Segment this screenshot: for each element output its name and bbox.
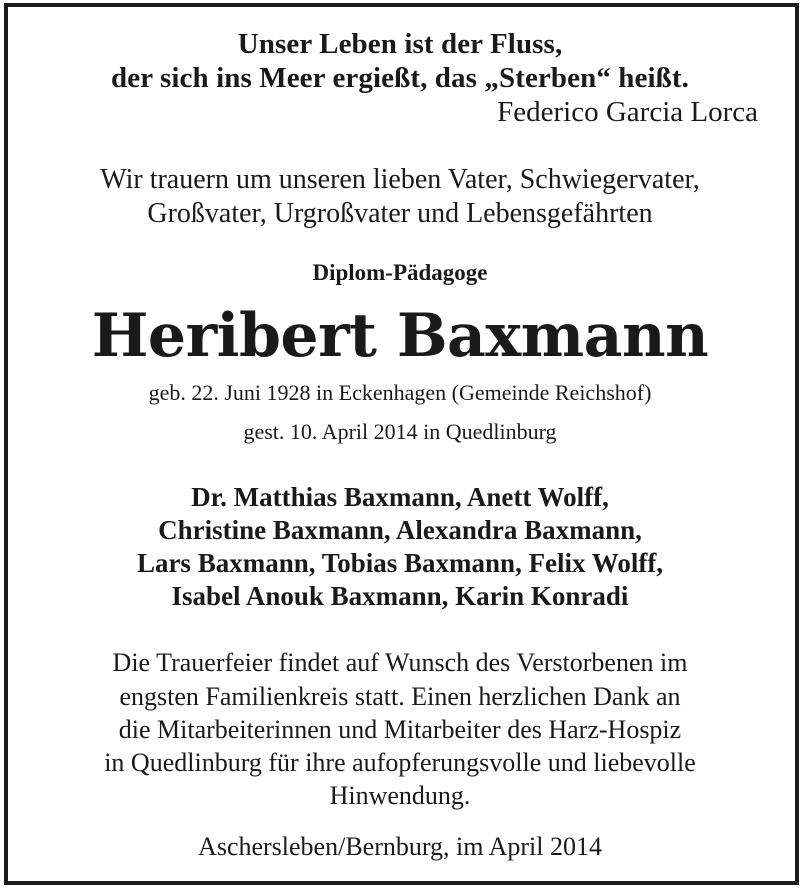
notice-line-2: engsten Familienkreis statt. Einen herzlichen Dank an [119,682,681,711]
quote-author: Federico Garcia Lorca [497,96,758,128]
notice-line-5: Hinwendung. [329,781,471,810]
notice-line-4: in Quedlinburg für ihre aufopferungsvolle und liebevolle [104,748,696,777]
mourning-line-2: Großvater, Urgroßvater und Lebensgefährten [147,198,653,229]
place-date: Aschersleben/Bernburg, im April 2014 [198,832,602,861]
family-line-3: Lars Baxmann, Tobias Baxmann, Felix Wolff, [136,548,664,578]
quote-line-1: Unser Leben ist der Fluss, [237,28,563,60]
notice-line-3: die Mitarbeiterinnen und Mitarbeiter des Harz-Hospiz [118,715,682,744]
family-line-2: Christine Baxmann, Alexandra Baxmann, [158,515,642,545]
deceased-name: Heribert Baxmann [91,301,709,371]
mourning-line-1: Wir trauern um unseren lieben Vater, Schwiegervater, [100,164,700,195]
family-line-1: Dr. Matthias Baxmann, Anett Wolff, [191,482,609,512]
birth-info: geb. 22. Juni 1928 in Eckenhagen (Gemeinde Reichshof) [148,380,652,405]
death-info: gest. 10. April 2014 in Quedlinburg [243,419,557,444]
family-line-4: Isabel Anouk Baxmann, Karin Konradi [171,581,629,611]
quote-line-2: der sich ins Meer ergießt, das „Sterben“ heißt. [111,62,689,94]
notice-line-1: Die Trauerfeier findet auf Wunsch des Verstorbenen im [112,648,688,677]
deceased-title: Diplom-Pädagoge [312,260,488,285]
